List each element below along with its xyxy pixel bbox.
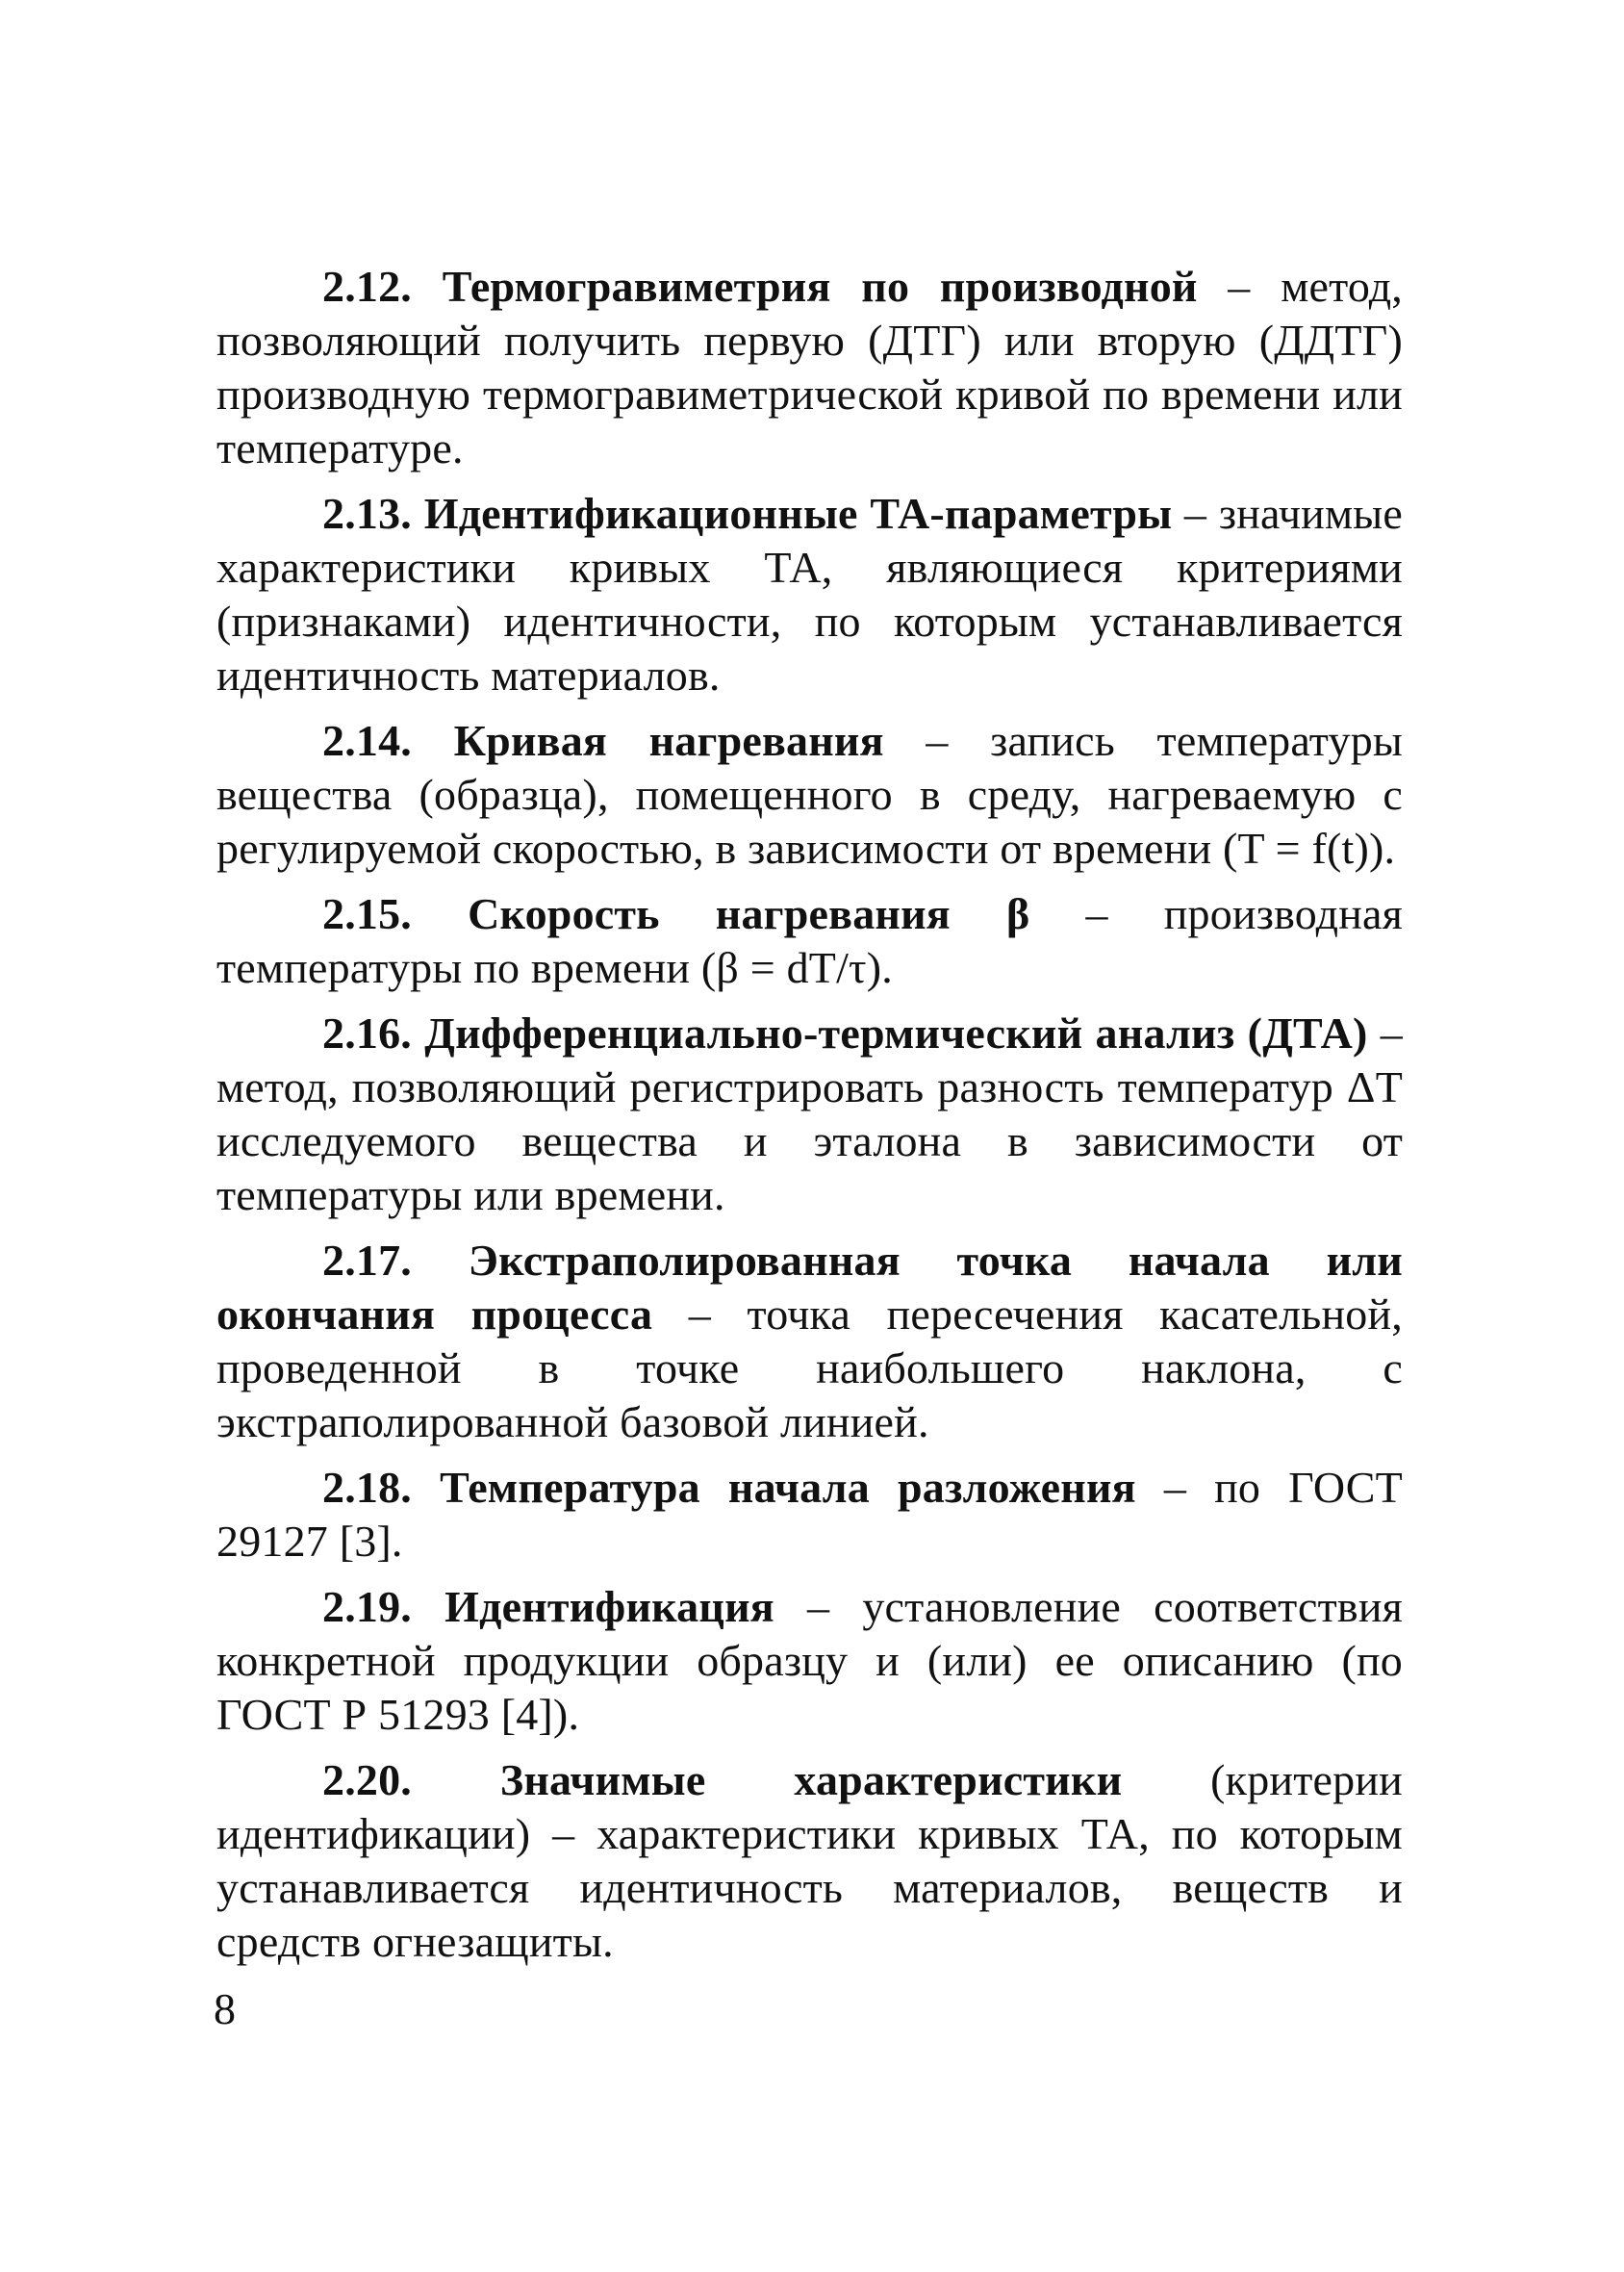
page-number: 8 — [214, 1984, 236, 2033]
definition-text: (критерии идентификации) – характеристики кривых ТА, по которым устанавливается идентичность материалов, веществ и средств огнезащиты. — [216, 1755, 1403, 1966]
definition-2-19 — [216, 1580, 1403, 1742]
definition-term: Дифференциально-термический анализ (ДТА) — [424, 1008, 1368, 1058]
definition-text: – метод, позволяющий получить первую (ДТГ) или вторую (ДДТГ) производную термогравиметрической кривой по времени или температуре. — [216, 262, 1403, 472]
definition-2-20 — [216, 1753, 1403, 1969]
definition-text: – метод, позволяющий регистрировать разность температур ΔT исследуемого вещества и эталона в зависимости от температуры или времени. — [216, 1008, 1404, 1219]
definition-text: – установление соответствия конкретной продукции образцу и (или) ее описанию (по ГОСТ Р 51293 [4]). — [216, 1582, 1404, 1739]
definition-term: Экстраполированная точка начала или окончания процесса — [216, 1236, 1403, 1339]
definition-text: – производная температуры по времени (β = dT/τ). — [216, 889, 1403, 992]
definition-number: 2.13. — [322, 489, 412, 538]
definition-2-18 — [216, 1461, 1403, 1569]
definition-term: Идентификационные ТА-параметры — [423, 489, 1173, 538]
definition-number: 2.16. — [322, 1008, 412, 1058]
definition-term: Термогравиметрия по производной — [442, 262, 1198, 311]
definition-number: 2.12. — [322, 262, 412, 311]
definition-number: 2.18. — [322, 1463, 412, 1512]
definition-2-17 — [216, 1234, 1403, 1449]
definition-2-12 — [216, 260, 1403, 475]
definition-number: 2.20. — [322, 1755, 412, 1804]
definition-term: Значимые характеристики — [499, 1755, 1123, 1804]
definition-term: Идентификация — [444, 1582, 774, 1631]
definition-text: – по ГОСТ 29127 [3]. — [216, 1463, 1403, 1566]
definition-2-16 — [216, 1007, 1403, 1222]
definition-text: – точка пересечения касательной, проведенной в точке наибольшего наклона, с экстраполированной базовой линией. — [216, 1289, 1403, 1446]
definition-term: Кривая нагревания — [453, 716, 884, 765]
definition-text: – запись температуры вещества (образца), помещенного в среду, нагреваемую с регулируемой скоростью, в зависимости от времени (T = f(t)). — [216, 716, 1404, 873]
definition-2-15 — [216, 887, 1403, 995]
definition-text: – значимые характеристики кривых ТА, являющиеся критериями (признаками) идентичности, по которым устанавливается идентичность материалов. — [216, 489, 1403, 700]
definition-number: 2.14. — [322, 716, 412, 765]
definition-2-13 — [216, 487, 1403, 702]
definition-number: 2.19. — [322, 1582, 412, 1631]
definition-term: Скорость нагревания β — [468, 889, 1030, 938]
definition-2-14 — [216, 714, 1403, 876]
definition-number: 2.17. — [322, 1236, 412, 1285]
definition-term: Температура начала разложения — [440, 1463, 1136, 1512]
document-body — [216, 260, 1403, 1980]
definition-number: 2.15. — [322, 889, 412, 938]
